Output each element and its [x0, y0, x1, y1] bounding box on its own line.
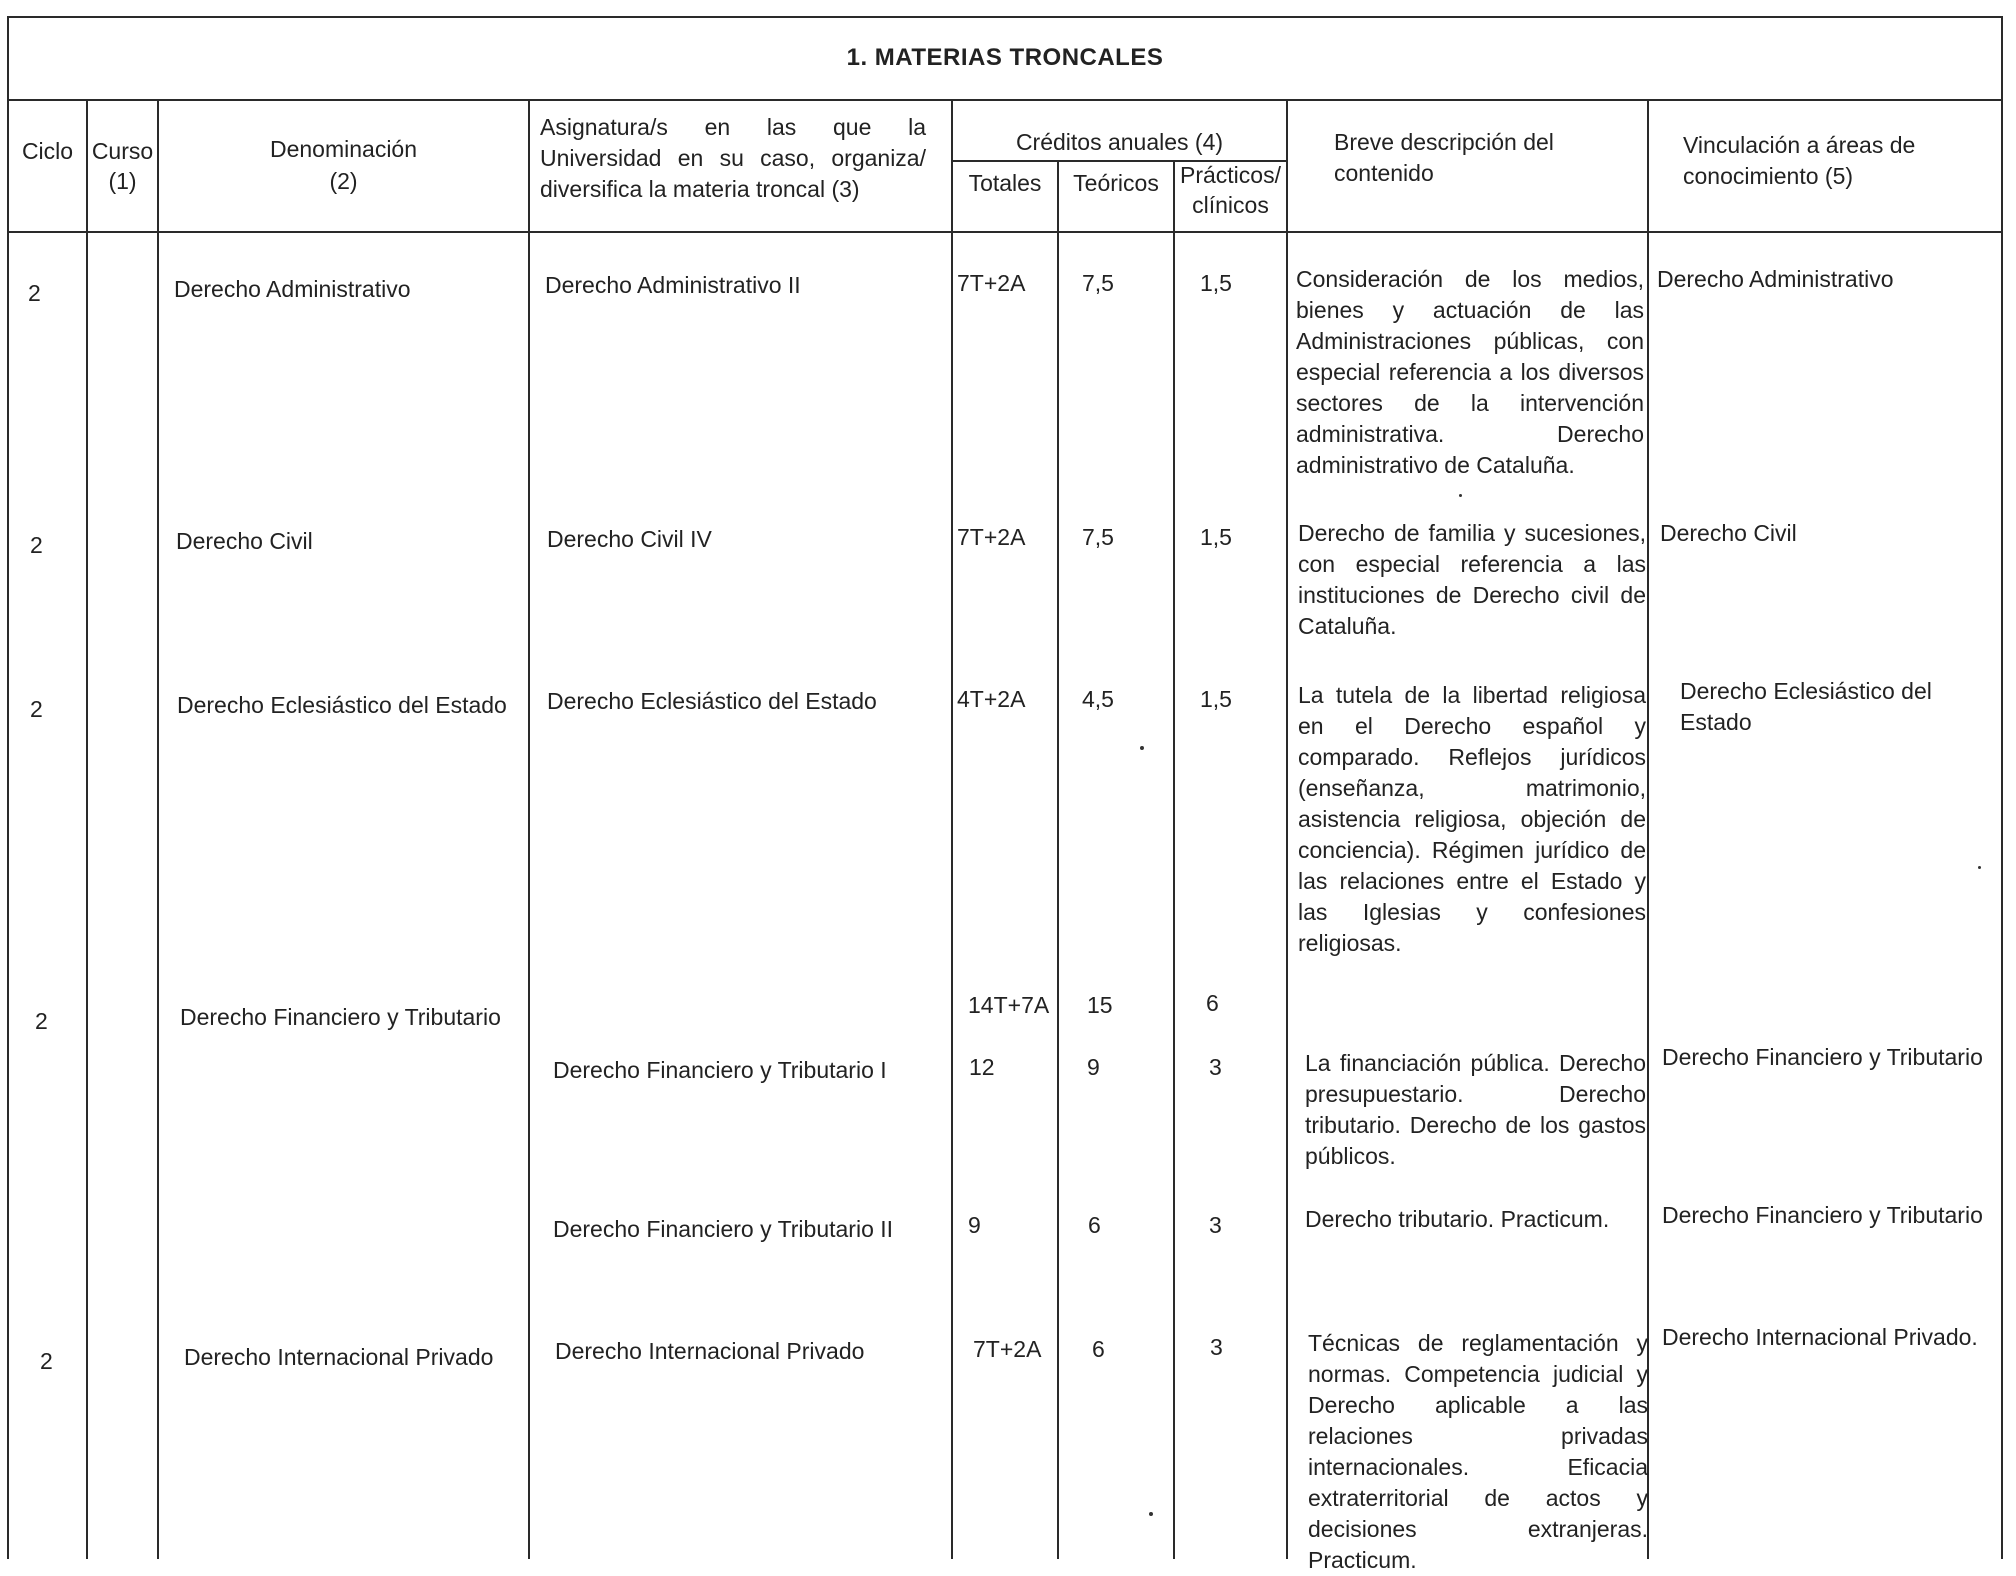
- cell-teoricos: 4,5: [1082, 686, 1114, 712]
- cell-vinculacion: Derecho Eclesiástico del Estado: [1680, 678, 1932, 735]
- cell-denominacion: Derecho Internacional Privado: [184, 1344, 494, 1370]
- cell-totales: 9: [968, 1212, 981, 1238]
- header-denominacion: Denominación: [269, 136, 418, 162]
- cell-totales: 7T+2A: [957, 524, 1026, 550]
- cell-practicos: 1,5: [1200, 524, 1232, 550]
- cell-totales: 4T+2A: [957, 686, 1026, 712]
- cell-descripcion: Técnicas de reglamentación y normas. Competencia judicial y Derecho aplicable a las relaciones privadas internacionales. Eficacia extraterritorial de actos y decisiones extranjeras. Practicum.: [1308, 1330, 1648, 1573]
- cell-asignatura: Derecho Eclesiástico del Estado: [547, 688, 877, 714]
- cell-ciclo: 2: [30, 696, 43, 722]
- cell-descripcion: La financiación pública. Derecho presupuestario. Derecho tributario. Derecho de los gastos públicos.: [1305, 1050, 1646, 1169]
- cell-teoricos: 7,5: [1082, 524, 1114, 550]
- title-bottom-border: [7, 99, 2003, 101]
- col-divider-asignatura: [951, 101, 953, 1559]
- cell-asignatura: Derecho Financiero y Tributario I: [553, 1057, 887, 1083]
- cell-teoricos: 7,5: [1082, 270, 1114, 296]
- header-creditos: Créditos anuales (4): [1015, 129, 1224, 155]
- cell-vinculacion: Derecho Financiero y Tributario: [1662, 1202, 1983, 1228]
- table-top-border: [7, 16, 2003, 18]
- cell-denominacion: Derecho Administrativo: [174, 276, 411, 302]
- header-descripcion: Breve descripción del contenido: [1334, 129, 1554, 186]
- cell-practicos: 3: [1209, 1054, 1222, 1080]
- col-divider-ciclo: [86, 101, 88, 1559]
- col-divider-creditos: [1286, 101, 1288, 1559]
- cell-ciclo: 2: [30, 532, 43, 558]
- col-divider-denominacion: [528, 101, 530, 1559]
- header-teoricos: Teóricos: [1073, 170, 1159, 196]
- header-curso: Curso: [91, 138, 154, 164]
- cell-descripcion: Consideración de los medios, bienes y actuación de las Administraciones públicas, con especial referencia a los diversos sectores de la intervención administrativa. Derecho administrativo de Cataluña.: [1296, 266, 1644, 478]
- cell-ciclo: 2: [28, 280, 41, 306]
- scan-speck: [1978, 866, 1981, 869]
- col-divider-totales: [1057, 160, 1059, 1559]
- section-title: 1. MATERIAS TRONCALES: [846, 44, 1164, 71]
- header-denominacion-note: (2): [329, 168, 358, 194]
- cell-asignatura: Derecho Financiero y Tributario II: [553, 1216, 894, 1242]
- cell-practicos: 3: [1210, 1334, 1223, 1360]
- cell-descripcion: Derecho de familia y sucesiones, con especial referencia a las instituciones de Derecho civil de Cataluña.: [1298, 520, 1646, 639]
- scan-speck: [1149, 1512, 1153, 1516]
- cell-asignatura: Derecho Civil IV: [547, 526, 712, 552]
- header-practicos: Prácticos/ clínicos: [1180, 162, 1281, 218]
- scan-speck: [1459, 494, 1462, 497]
- cell-totales: 7T+2A: [957, 270, 1026, 296]
- header-ciclo: Ciclo: [21, 138, 74, 164]
- cell-asignatura: Derecho Administrativo II: [545, 272, 801, 298]
- table-left-border: [7, 16, 9, 1559]
- cell-practicos: 1,5: [1200, 686, 1232, 712]
- cell-vinculacion: Derecho Internacional Privado.: [1662, 1324, 1978, 1350]
- cell-teoricos: 6: [1088, 1212, 1101, 1238]
- cell-totales: 7T+2A: [973, 1336, 1042, 1362]
- col-divider-curso: [157, 101, 159, 1559]
- cell-practicos: 1,5: [1200, 270, 1232, 296]
- cell-ciclo: 2: [35, 1008, 48, 1034]
- cell-vinculacion: Derecho Financiero y Tributario: [1662, 1044, 1983, 1070]
- col-divider-teoricos: [1173, 160, 1175, 1559]
- cell-descripcion: Derecho tributario. Practicum.: [1305, 1206, 1610, 1232]
- cell-vinculacion: Derecho Administrativo: [1657, 266, 1894, 292]
- header-totales: Totales: [968, 170, 1042, 196]
- cell-denominacion: Derecho Financiero y Tributario: [180, 1004, 501, 1030]
- cell-practicos: 6: [1206, 990, 1219, 1016]
- cell-totales: 12: [969, 1054, 995, 1080]
- cell-teoricos: 6: [1092, 1336, 1105, 1362]
- header-curso-note: (1): [108, 168, 137, 194]
- cell-denominacion: Derecho Eclesiástico del Estado: [177, 692, 507, 718]
- cell-teoricos: 15: [1087, 992, 1113, 1018]
- cell-ciclo: 2: [40, 1348, 53, 1374]
- cell-asignatura: Derecho Internacional Privado: [555, 1338, 865, 1364]
- cell-practicos: 3: [1209, 1212, 1222, 1238]
- header-vinculacion: Vinculación a áreas de conocimiento (5): [1683, 132, 1916, 189]
- cell-vinculacion: Derecho Civil: [1660, 520, 1797, 546]
- cell-descripcion: La tutela de la libertad religiosa en el Derecho español y comparado. Reflejos jurídicos (enseñanza, matrimonio, asistencia religiosa, objeción de conciencia). Régimen jurídico de las relaciones entre el Estado y las Iglesias y confesiones religiosas.: [1298, 682, 1646, 956]
- scan-speck: [1140, 746, 1144, 750]
- header-asignatura: Asignatura/s en las que la Universidad en su caso, organiza/ diversifica la materia troncal (3): [540, 114, 926, 202]
- header-bottom-border: [7, 231, 2003, 233]
- cell-totales: 14T+7A: [968, 992, 1050, 1018]
- cell-denominacion: Derecho Civil: [176, 528, 313, 554]
- cell-teoricos: 9: [1087, 1054, 1100, 1080]
